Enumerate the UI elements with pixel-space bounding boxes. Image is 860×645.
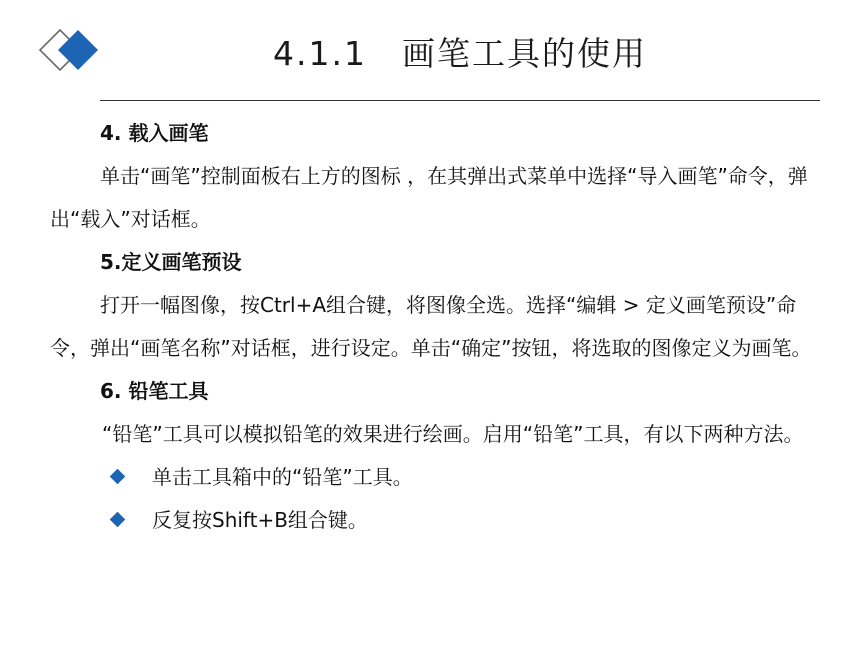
section-body-define-preset: 打开一幅图像，按Ctrl+A组合键，将图像全选。选择“编辑 > 定义画笔预设”命令，弹出“画笔名称”对话框，进行设定。单击“确定”按钮，将选取的图像定义为画笔。 [50,293,812,360]
bullet-text: 反复按Shift+B组合键。 [152,508,368,532]
diamond-bullet-icon [110,512,126,528]
slide-title: 4.1.1 画笔工具的使用 [273,34,647,73]
bullet-text: 单击工具箱中的“铅笔”工具。 [152,465,413,489]
title-divider [100,100,820,101]
section-body-pencil-tool: “铅笔”工具可以模拟铅笔的效果进行绘画。启用“铅笔”工具，有以下两种方法。 [102,422,804,446]
section-heading-define-preset: 5.定义画笔预设 [100,250,242,274]
section-heading-pencil-tool: 6. 铅笔工具 [100,379,209,403]
bullet-item [50,499,820,542]
diamond-bullet-icon [110,469,126,485]
slide-content [50,112,820,542]
diamond-logo-icon [38,26,102,76]
section-heading-load-brush: 4. 载入画笔 [100,121,209,145]
section-body-load-brush: 单击“画笔”控制面板右上方的图标 ，在其弹出式菜单中选择“导入画笔”命令，弹出“载入”对话框。 [50,164,808,231]
bullet-item [50,456,820,499]
